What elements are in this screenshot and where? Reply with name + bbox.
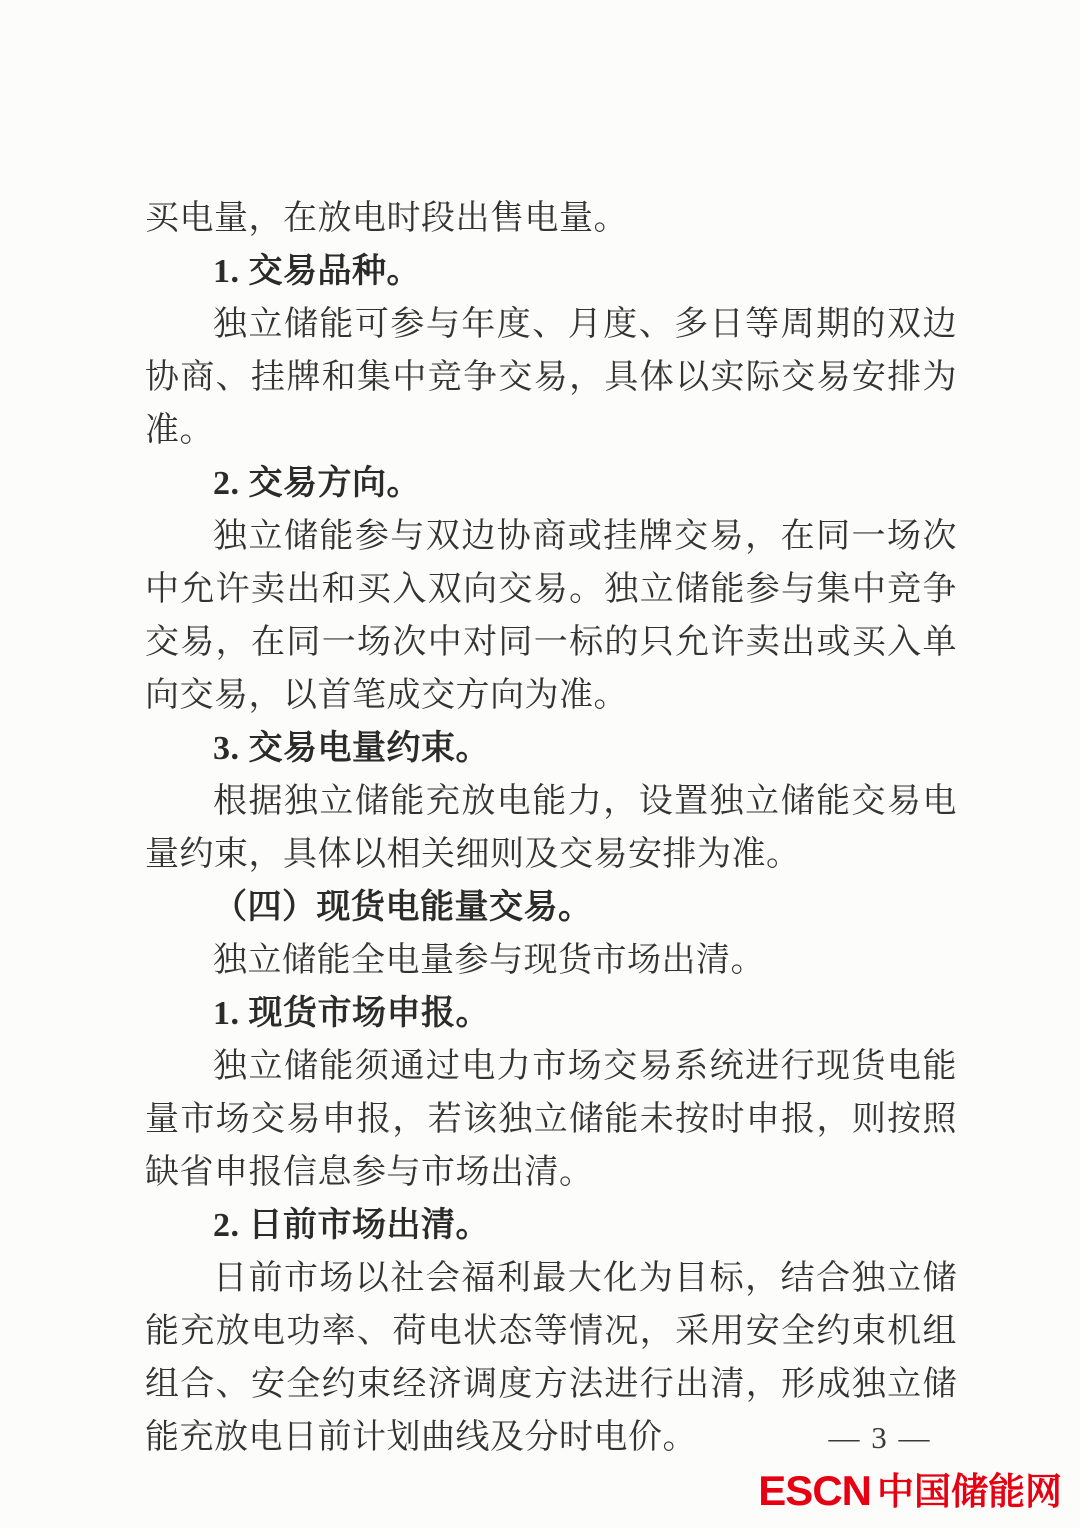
paragraph: 买电量，在放电时段出售电量。 [145, 200, 628, 237]
paragraph: 日前市场以社会福利最大化为目标，结合独立储能充放电功率、荷电状态等情况，采用安全约束机组组合、安全约束经济调度方法进行出清，形成独立储能充放电日前计划曲线及分时电价。 [145, 1260, 957, 1456]
paragraph: 独立储能可参与年度、月度、多日等周期的双边协商、挂牌和集中竞争交易，具体以实际交易安排为准。 [145, 306, 957, 449]
section-heading: 2. 交易方向。 [213, 465, 421, 502]
escn-logo-latin: ESCN [758, 1467, 871, 1514]
section-heading: 3. 交易电量约束。 [213, 730, 490, 767]
paragraph: 独立储能全电量参与现货市场出清。 [213, 942, 765, 979]
section-heading: 1. 交易品种。 [213, 253, 421, 290]
paragraph: 独立储能须通过电力市场交易系统进行现货电能量市场交易申报，若该独立储能未按时申报，则按照缺省申报信息参与市场出清。 [145, 1048, 957, 1191]
document-body [145, 192, 957, 1464]
section-heading: （四）现货电能量交易。 [213, 889, 593, 926]
section-heading: 2. 日前市场出清。 [213, 1207, 490, 1244]
section-heading: 1. 现货市场申报。 [213, 995, 490, 1032]
paragraph: 独立储能参与双边协商或挂牌交易，在同一场次中允许卖出和买入双向交易。独立储能参与集中竞争交易，在同一场次中对同一标的只允许卖出或买入单向交易，以首笔成交方向为准。 [145, 518, 957, 714]
paragraph: 根据独立储能充放电能力，设置独立储能交易电量约束，具体以相关细则及交易安排为准。 [145, 783, 957, 873]
page-number: — 3 — [828, 1420, 932, 1455]
escn-logo-cjk: 中国储能网 [877, 1470, 1062, 1512]
escn-logo [758, 1467, 1062, 1514]
